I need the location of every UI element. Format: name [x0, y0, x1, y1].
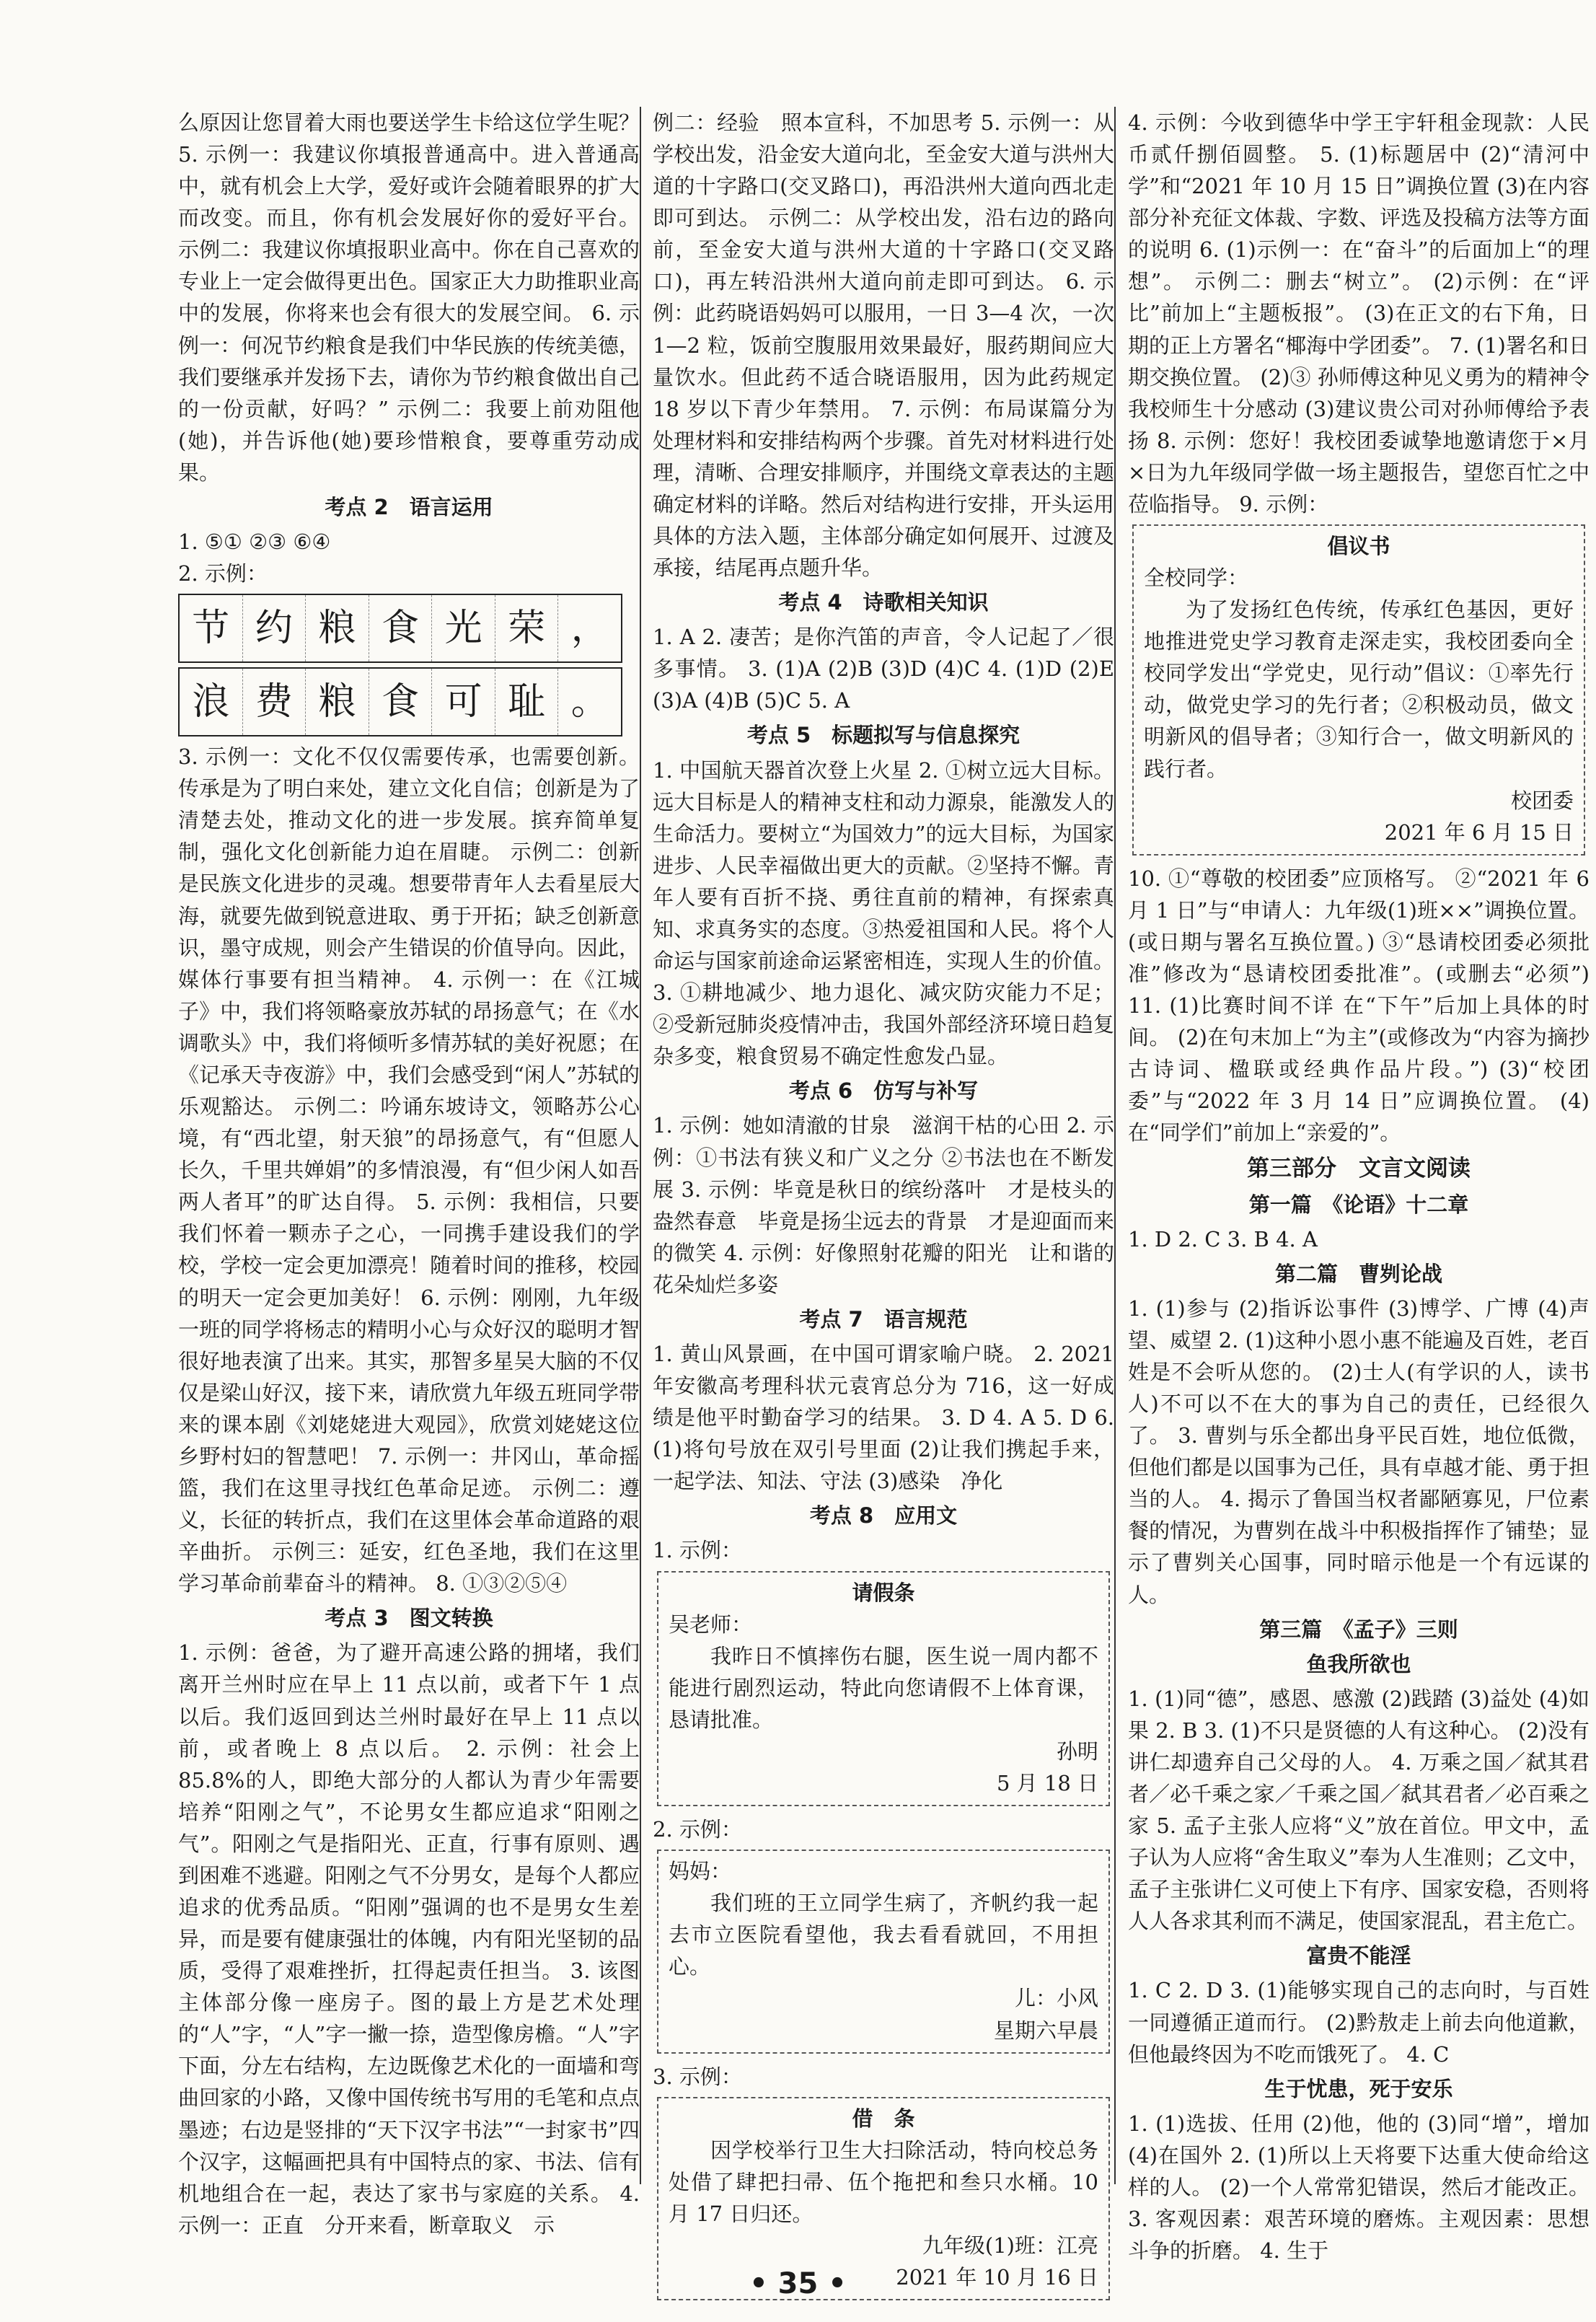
grid-cell: 食	[369, 669, 433, 735]
part-heading: 第三部分 文言文阅读	[1247, 1155, 1471, 1182]
proposal-box	[1132, 524, 1585, 856]
message-note-box	[657, 1850, 1110, 2053]
note-greeting: 妈妈：	[669, 1859, 732, 1884]
note-signature: 校团委	[1510, 788, 1574, 813]
grid-cell: 食	[369, 595, 433, 661]
note-body: 为了发扬红色传统，传承红色基因，更好地推进党史学习教育走深走实，我校团委向全校同学发出“学党史，见行动”倡议：①率先行动，做党史学习的先行者；②积极动员，做文明新风的倡导者；③知行合一，做文明新风的践行者。	[1144, 597, 1574, 781]
answer-text: 1. (1)同“德”，感恩、感激 (2)践踏 (3)益处 (4)如果 2. B 3. (1)不只是贤德的人有这种心。 (2)没有讲仁却遗弃自己父母的人。 4. 万乘之国／弑其君者／必千乘之家／千乘之国／弑其君者／必百乘之家 5. 孟子主张人应将“义”放在首位。甲文中，孟子认为人应将“舍生取义”奉为人生准则；乙文中，孟子主张讲仁义可使上下有序、国家安稳，否则将人人各求其利而不满足，使国家混乱，君主危亡。	[1128, 1686, 1590, 1934]
note-body: 我昨日不慎摔伤右腿，医生说一周内都不能进行剧烈运动，特此向您请假不上体育课，恳请批准。	[669, 1643, 1098, 1732]
note-body: 我们班的王立同学生病了，齐帆约我一起去市立医院看望他，我去看看就回，不用担心。	[669, 1891, 1098, 1979]
section-heading: 第二篇 曹刿论战	[1274, 1261, 1442, 1286]
grid-cell: 。	[570, 680, 609, 724]
grid-cell: ，	[570, 606, 609, 650]
answer-text: 1. (1)参与 (2)指诉讼事件 (3)博学、广博 (4)声望、威望 2. (1)这种小恩小惠不能遍及百姓，老百姓是不会听从您的。 (2)士人(有学识的人，读书人)不可以不在大的事为自己的责任，已经很久了。 3. 曹刿与乐全都出身平民百姓，地位低微，但他们都是以国事为己任，具有卓越才能、勇于担当的人。 4. 揭示了鲁国当权者鄙陋寡见，尸位素餐的情况，为曹刿在战斗中积极指挥作了铺垫；显示了曹刿关心国事，同时暗示他是一个有远谋的人。	[1128, 1296, 1590, 1607]
subsection-heading: 生于忧患，死于安乐	[1264, 2076, 1453, 2101]
grid-cell: 粮	[306, 595, 369, 661]
character-grid-row-2	[178, 667, 622, 736]
answer-text: 1. ⑤① ②③ ⑥④	[178, 529, 331, 555]
answer-text: 1. C 2. D 3. (1)能够实现自己的志向时，与百姓一同遵循正道而行。 (2)黔敖走上前去向他道歉，但他最终因为不吃而饿死了。 4. C	[1128, 1978, 1590, 2067]
answer-text: 2. 示例：	[178, 561, 268, 586]
grid-cell: 节	[180, 595, 243, 661]
grid-cell: 光	[432, 595, 495, 661]
answer-text: 么原因让您冒着大雨也要送学生卡给这位学生呢？ 5. 示例一：我建议你填报普通高中。进入普通高中，就有机会上大学，爱好或许会随着眼界的扩大而改变。而且，你有机会发展好你的爱好平台。 示例二：我建议你填报职业高中。你在自己喜欢的专业上一定会做得更出色。国家正大力助推职业高中的发展，你将来也会有很大的发展空间。 6. 示例一：何况节约粮食是我们中华民族的传统美德，我们要继承并发扬下去，请你为节约粮食做出自己的一份贡献，好吗？” 示例二：我要上前劝阻他(她)，并告诉他(她)要珍惜粮食，要尊重劳动成果。	[178, 110, 640, 485]
answer-text: 1. A 2. 凄苦；是你汽笛的声音，令人记起了／很多事情。 3. (1)A (2)B (3)D (4)C 4. (1)D (2)E (3)A (4)B (5)C 5. A	[653, 625, 1114, 713]
note-title: 借 条	[852, 2106, 915, 2131]
grid-cell: 约	[243, 595, 307, 661]
grid-cell: 粮	[306, 669, 369, 735]
note-signature: 孙明	[1056, 1738, 1098, 1764]
grid-cell: 荣	[495, 595, 559, 661]
grid-cell: 费	[243, 669, 307, 735]
answer-text: 1. 示例：爸爸，为了避开高速公路的拥堵，我们离开兰州时应在早上 11 点以前，或者下午 1 点以后。我们返回到达兰州时最好在早上 11 点以前，或者晚上 8 点以后。 2. 示例：社会上 85.8%的人，即绝大部分的人都认为青少年需要培养“阳刚之气”，不论男女生都应追求“阳刚之气”。阳刚之气是指阳光、正直，行事有原则、遇到困难不逃避。阳刚之气不分男女，是每个人都应追求的优秀品质。“阳刚”强调的也不是男女生差异，而是要有健康强壮的体魄，内有阳光坚韧的品质，受得了艰难挫折，扛得起责任担当。 3. 该图主体部分像一座房子。图的最上方是艺术处理的“人”字，“人”字一撇一捺，造型像房檐。“人”字下面，分左右结构，左边既像艺术化的一面墙和弯曲回家的小路，又像中国传统书写用的毛笔和点点墨迹；右边是竖排的“天下汉字书法”“一封家书”四个汉字，这幅画把具有中国特点的家、书法、信有机地组合在一起，表达了家书与家庭的关系。 4. 示例一：正直 分开来看，断章取义 示	[178, 1640, 640, 2238]
section-heading: 考点 6 仿写与补写	[788, 1078, 979, 1104]
section-heading: 考点 7 语言规范	[799, 1306, 968, 1332]
answer-text: 2. 示例：	[653, 1817, 742, 1842]
note-greeting: 吴老师：	[669, 1611, 753, 1637]
grid-cell: 耻	[495, 669, 559, 735]
note-date: 星期六早晨	[993, 2018, 1098, 2043]
subsection-heading: 富贵不能淫	[1306, 1943, 1411, 1969]
column-divider	[640, 107, 641, 2184]
subsection-heading: 鱼我所欲也	[1306, 1651, 1411, 1676]
answer-text: 1. D 2. C 3. B 4. A	[1128, 1226, 1318, 1252]
column-1	[178, 107, 640, 2241]
grid-cell: 浪	[180, 669, 243, 735]
note-date: 2021 年 10 月 16 日	[896, 2265, 1098, 2290]
note-title: 请假条	[852, 1580, 915, 1605]
note-body: 因学校举行卫生大扫除活动，特向校总务处借了肆把扫帚、伍个拖把和叁只水桶。10 月 17 日归还。	[669, 2137, 1098, 2226]
column-3	[1128, 107, 1590, 2266]
column-divider	[1114, 107, 1116, 2184]
note-signature: 九年级(1)班：江亮	[922, 2233, 1098, 2258]
answer-text: 10. ①“尊敬的校团委”应顶格写。 ②“2021 年 6 月 1 日”与“申请人：九年级(1)班××”调换位置。(或日期与署名互换位置。) ③“恳请校团委必须批准”修改为“恳请校团委批准”。(或删去“必须”) 11. (1)比赛时间不详 在“下午”后加上具体的时间。 (2)在句末加上“为主”(或修改为“内容为摘抄古诗词、楹联或经典作品片段。”) (3)“校团委”与“2022 年 3 月 14 日”应调换位置。 (4)在“同学们”前加上“亲爱的”。	[1128, 866, 1590, 1145]
note-signature: 儿：小风	[1014, 1986, 1098, 2011]
note-date: 2021 年 6 月 15 日	[1384, 819, 1574, 845]
leave-note-box	[657, 1571, 1110, 1807]
note-date: 5 月 18 日	[996, 1770, 1098, 1795]
note-greeting: 全校同学：	[1144, 566, 1249, 591]
answer-text: 1. 示例：她如清澈的甘泉 滋润干枯的心田 2. 示例：①书法有狭义和广义之分 ②书法也在不断发展 3. 示例：毕竟是秋日的缤纷落叶 才是枝头的盎然春意 毕竟是扬尘远去的背景 才是迎面而来的微笑 4. 示例：好像照射花瓣的阳光 让和谐的花朵灿烂多姿	[653, 1113, 1114, 1297]
section-heading: 考点 8 应用文	[809, 1503, 958, 1529]
note-title: 倡议书	[1327, 534, 1390, 559]
section-heading: 第三篇 《孟子》三则	[1259, 1617, 1458, 1642]
answer-text: 3. 示例一：文化不仅仅需要传承，也需要创新。传承是为了明白来处，建立文化自信；创新是为了清楚去处，推动文化的进一步发展。摈弃简单复制，强化文化创新能力迫在眉睫。 示例二：创新是民族文化进步的灵魂。想要带青年人去看星辰大海，就要先做到锐意进取、勇于开拓；缺乏创新意识，墨守成规，则会产生错误的价值导向。因此，媒体行事要有担当精神。 4. 示例一：在《江城子》中，我们将领略豪放苏轼的昂扬意气；在《水调歌头》中，我们将倾听多情苏轼的美好祝愿；在《记承天寺夜游》中，我们会感受到“闲人”苏轼的乐观豁达。 示例二：吟诵东坡诗文，领略苏公心境，有“西北望，射天狼”的昂扬意气，有“但愿人长久，千里共婵娟”的多情浪漫，有“但少闲人如吾两人者耳”的旷达自得。 5. 示例：我相信，只要我们怀着一颗赤子之心，一同携手建设我们的学校，学校一定会更加漂亮！随着时间的推移，校园的明天一定会更加美好！ 6. 示例：刚刚，九年级一班的同学将杨志的精明小心与众好汉的聪明才智很好地表演了出来。其实，那智多星吴大脑的不仅仅是梁山好汉，接下来，请欣赏九年级五班同学带来的课本剧《刘姥姥进大观园》，欣赏刘姥姥这位乡野村妇的智慧吧！ 7. 示例一：井冈山，革命摇篮，我们在这里寻找红色革命足迹。 示例二：遵义，长征的转折点，我们在这里体会革命道路的艰辛曲折。 示例三：延安，红色圣地，我们在这里学习革命前辈奋斗的精神。 8. ①③②⑤④	[178, 744, 640, 1596]
section-heading: 考点 3 图文转换	[325, 1606, 493, 1631]
answer-text: 1. 示例：	[653, 1538, 742, 1563]
section-heading: 第一篇 《论语》十二章	[1248, 1192, 1469, 1217]
answer-text: 1. (1)选拔、任用 (2)他，他的 (3)同“增”，增加 (4)在国外 2. (1)所以上天将要下达重大使命给这样的人。 (2)一个人常常犯错误，然后才能改正。 3. 客观因素：艰苦环境的磨炼。主观因素：思想斗争的折磨。 4. 生于	[1128, 2111, 1590, 2264]
column-2	[653, 107, 1114, 2308]
section-heading: 考点 5 标题拟写与信息探究	[746, 723, 1020, 748]
section-heading: 考点 4 诗歌相关知识	[778, 590, 989, 615]
page-number: • 35 •	[749, 2267, 847, 2300]
answer-text: 1. 黄山风景画，在中国可谓家喻户晓。 2. 2021 年安徽高考理科状元袁宵总分为 716，这一好成绩是他平时勤奋学习的结果。 3. D 4. A 5. D 6. (1)将句号放在双引号里面 (2)让我们携起手来，一起学法、知法、守法 (3)感染 净化	[653, 1341, 1114, 1494]
grid-cell: 可	[432, 669, 495, 735]
answer-text: 4. 示例：今收到德华中学王宇轩租金现款：人民币贰仟捌佰圆整。 5. (1)标题居中 (2)“清河中学”和“2021 年 10 月 15 日”调换位置 (3)在内容部分补充征文体裁、字数、评选及投稿方法等方面的说明 6. (1)示例一：在“奋斗”的后面加上“的理想”。 示例二：删去“树立”。 (2)示例：在“评比”前加上“主题板报”。 (3)在正文的右下角，日期的正上方署名“椰海中学团委”。 7. (1)署名和日期交换位置。 (2)③ 孙师傅这种见义勇为的精神令我校师生十分感动 (3)建议贵公司对孙师傅给予表扬 8. 示例：您好！我校团委诚挚地邀请您于×月×日为九年级同学做一场主题报告，望您百忙之中莅临指导。 9. 示例：	[1128, 110, 1590, 516]
answer-text: 例二：经验 照本宣科，不加思考 5. 示例一：从学校出发，沿金安大道向北，至金安大道与洪州大道的十字路口(交叉路口)，再沿洪州大道向西北走即可到达。 示例二：从学校出发，沿右边的路向前，至金安大道与洪州大道的十字路口(交叉路口)，再左转沿洪州大道向前走即可到达。 6. 示例：此药晓语妈妈可以服用，一日 3—4 次，一次 1—2 粒，饭前空腹服用效果最好，服药期间应大量饮水。但此药不适合晓语服用，因为此药规定 18 岁以下青少年禁用。 7. 示例：布局谋篇分为处理材料和安排结构两个步骤。首先对材料进行处理，清晰、合理安排顺序，并围绕文章表达的主题确定材料的详略。然后对结构进行安排，开头运用具体的方法入题，主体部分确定如何展开、过渡及承接，结尾再点题升华。	[653, 110, 1114, 581]
answer-text: 1. 中国航天器首次登上火星 2. ①树立远大目标。远大目标是人的精神支柱和动力源泉，能激发人的生命活力。要树立“为国效力”的远大目标，为国家进步、人民幸福做出更大的贡献。②坚持不懈。青年人要有百折不挠、勇往直前的精神，有探索真知、求真务实的态度。③热爱祖国和人民。将个人命运与国家前途命运紧密相连，实现人生的价值。 3. ①耕地减少、地力退化、减灾防灾能力不足；②受新冠肺炎疫情冲击，我国外部经济环境日趋复杂多变，粮食贸易不确定性愈发凸显。	[653, 757, 1114, 1069]
answer-text: 3. 示例：	[653, 2064, 742, 2089]
character-grid-row-1	[178, 594, 622, 663]
section-heading: 考点 2 语言运用	[325, 494, 493, 519]
